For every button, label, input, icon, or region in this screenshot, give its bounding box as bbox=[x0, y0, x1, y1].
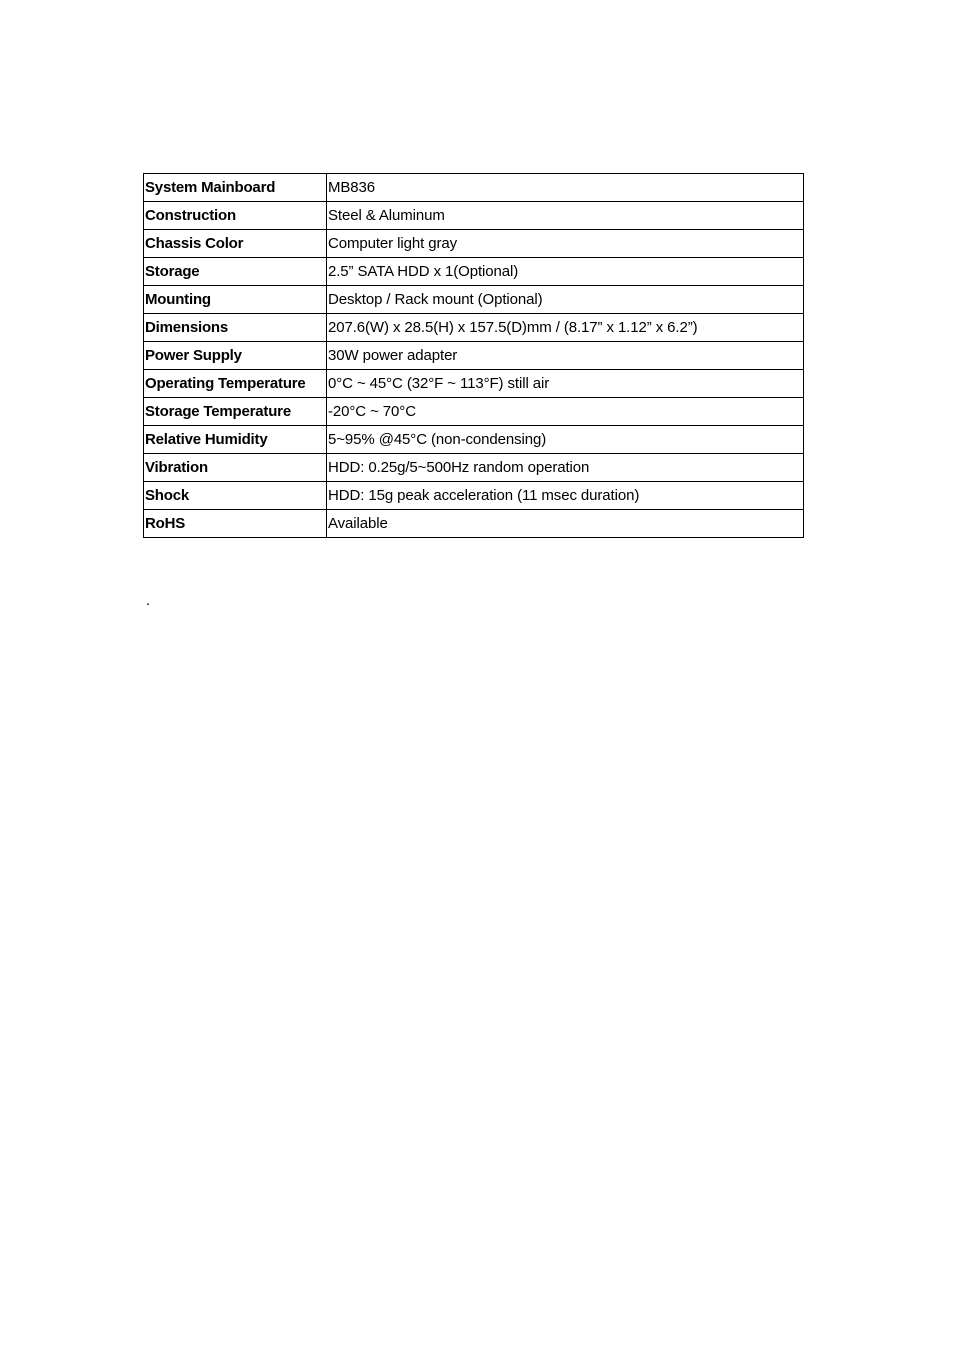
table-row bbox=[144, 174, 804, 202]
spec-value-mounting: Desktop / Rack mount (Optional) bbox=[327, 286, 804, 314]
spec-value-shock: HDD: 15g peak acceleration (11 msec duration) bbox=[327, 482, 804, 510]
spec-label-construction: Construction bbox=[144, 202, 327, 230]
table-row bbox=[144, 370, 804, 398]
spec-value-power-supply: 30W power adapter bbox=[327, 342, 804, 370]
table-row bbox=[144, 258, 804, 286]
spec-value-chassis-color: Computer light gray bbox=[327, 230, 804, 258]
table-row bbox=[144, 314, 804, 342]
specifications-table-body bbox=[144, 174, 804, 538]
spec-value-rohs: Available bbox=[327, 510, 804, 538]
footnote-mark: . bbox=[146, 592, 151, 609]
spec-value-storage-temperature: -20°C ~ 70°C bbox=[327, 398, 804, 426]
spec-label-storage-temperature: Storage Temperature bbox=[144, 398, 327, 426]
spec-value-dimensions: 207.6(W) x 28.5(H) x 157.5(D)mm / (8.17” x 1.12” x 6.2”) bbox=[327, 314, 804, 342]
spec-label-mounting: Mounting bbox=[144, 286, 327, 314]
table-row bbox=[144, 342, 804, 370]
table-row bbox=[144, 454, 804, 482]
spec-label-power-supply: Power Supply bbox=[144, 342, 327, 370]
table-row bbox=[144, 426, 804, 454]
spec-value-storage: 2.5” SATA HDD x 1(Optional) bbox=[327, 258, 804, 286]
table-row bbox=[144, 286, 804, 314]
table-row bbox=[144, 202, 804, 230]
table-row bbox=[144, 398, 804, 426]
spec-value-relative-humidity: 5~95% @45°C (non-condensing) bbox=[327, 426, 804, 454]
spec-label-rohs: RoHS bbox=[144, 510, 327, 538]
spec-value-operating-temperature: 0°C ~ 45°C (32°F ~ 113°F) still air bbox=[327, 370, 804, 398]
table-row bbox=[144, 482, 804, 510]
table-row bbox=[144, 230, 804, 258]
spec-label-chassis-color: Chassis Color bbox=[144, 230, 327, 258]
spec-label-vibration: Vibration bbox=[144, 454, 327, 482]
spec-label-storage: Storage bbox=[144, 258, 327, 286]
spec-label-operating-temperature: Operating Temperature bbox=[144, 370, 327, 398]
table-row bbox=[144, 510, 804, 538]
spec-value-system-mainboard: MB836 bbox=[327, 174, 804, 202]
specifications-table bbox=[143, 173, 804, 538]
spec-label-system-mainboard: System Mainboard bbox=[144, 174, 327, 202]
spec-label-dimensions: Dimensions bbox=[144, 314, 327, 342]
spec-value-vibration: HDD: 0.25g/5~500Hz random operation bbox=[327, 454, 804, 482]
spec-value-construction: Steel & Aluminum bbox=[327, 202, 804, 230]
spec-label-shock: Shock bbox=[144, 482, 327, 510]
spec-label-relative-humidity: Relative Humidity bbox=[144, 426, 327, 454]
